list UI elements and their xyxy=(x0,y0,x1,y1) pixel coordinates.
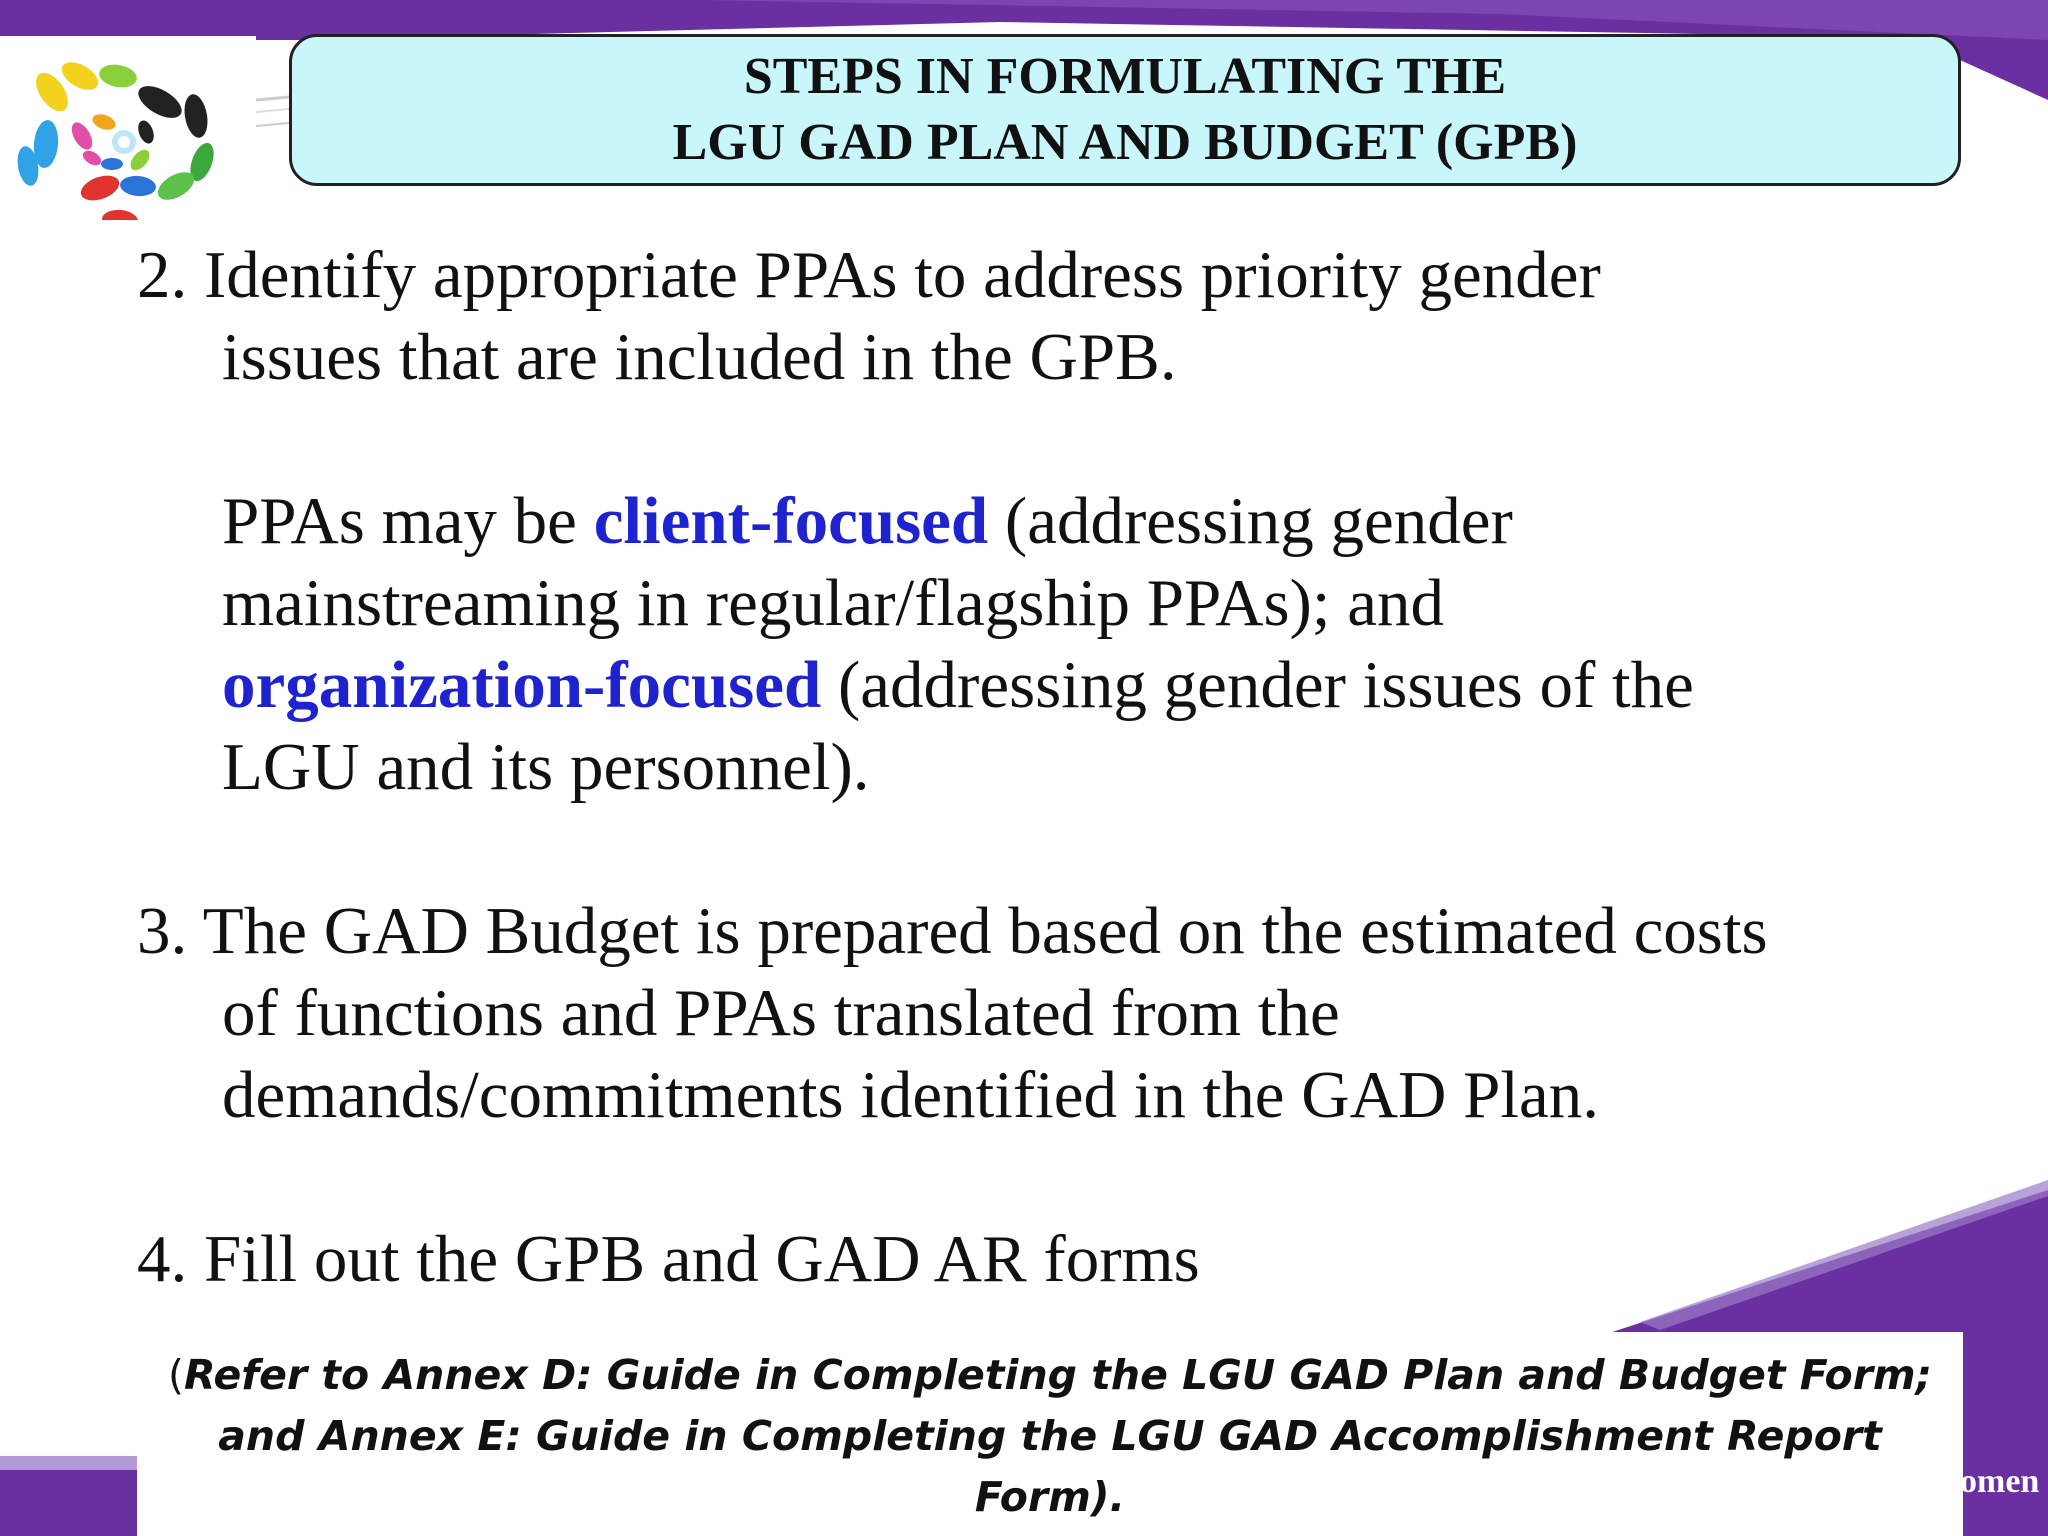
step-2-line-1: 2. Identify appropriate PPAs to address priority gender xyxy=(137,238,1601,312)
step-3-line-1: 3. The GAD Budget is prepared based on the estimated costs xyxy=(137,894,1768,968)
step-3-line-2: of functions and PPAs translated from the xyxy=(222,976,1340,1050)
ppas-text: PPAs may be xyxy=(222,484,594,558)
ppas-line-2: mainstreaming in regular/flagship PPAs); and xyxy=(222,566,1444,640)
annex-note-line-1 xyxy=(137,1345,1963,1406)
note-text: Refer to Annex D: Guide in Completing the LGU GAD Plan and Budget Form; xyxy=(183,1351,1933,1399)
annex-note-line-3: Form). xyxy=(974,1473,1126,1521)
step-3-line-3: demands/commitments identified in the GAD Plan. xyxy=(222,1058,1600,1132)
title-line-1: STEPS IN FORMULATING THE xyxy=(743,48,1507,105)
client-focused-highlight: client-focused xyxy=(593,484,989,558)
step-4-line-1: 4. Fill out the GPB and GAD AR forms xyxy=(137,1222,1200,1296)
step-2-line-2: issues that are included in the GPB. xyxy=(222,320,1177,394)
ppas-text: (addressing gender issues of the xyxy=(821,648,1694,722)
title-line-2: LGU GAD PLAN AND BUDGET (GPB) xyxy=(672,114,1578,171)
note-open-paren: ( xyxy=(167,1351,184,1399)
ppas-line-3 xyxy=(222,644,1694,726)
organization-focused-highlight: organization-focused xyxy=(222,648,822,722)
annex-note-line-2: and Annex E: Guide in Completing the LGU GAD Accomplishment Report xyxy=(218,1412,1882,1460)
footer-corner-text: omen xyxy=(1960,1463,2040,1500)
ppas-line-1 xyxy=(222,480,1513,562)
ppas-text: (addressing gender xyxy=(988,484,1513,558)
ppas-line-4: LGU and its personnel). xyxy=(222,730,870,804)
annex-note xyxy=(137,1345,1963,1528)
